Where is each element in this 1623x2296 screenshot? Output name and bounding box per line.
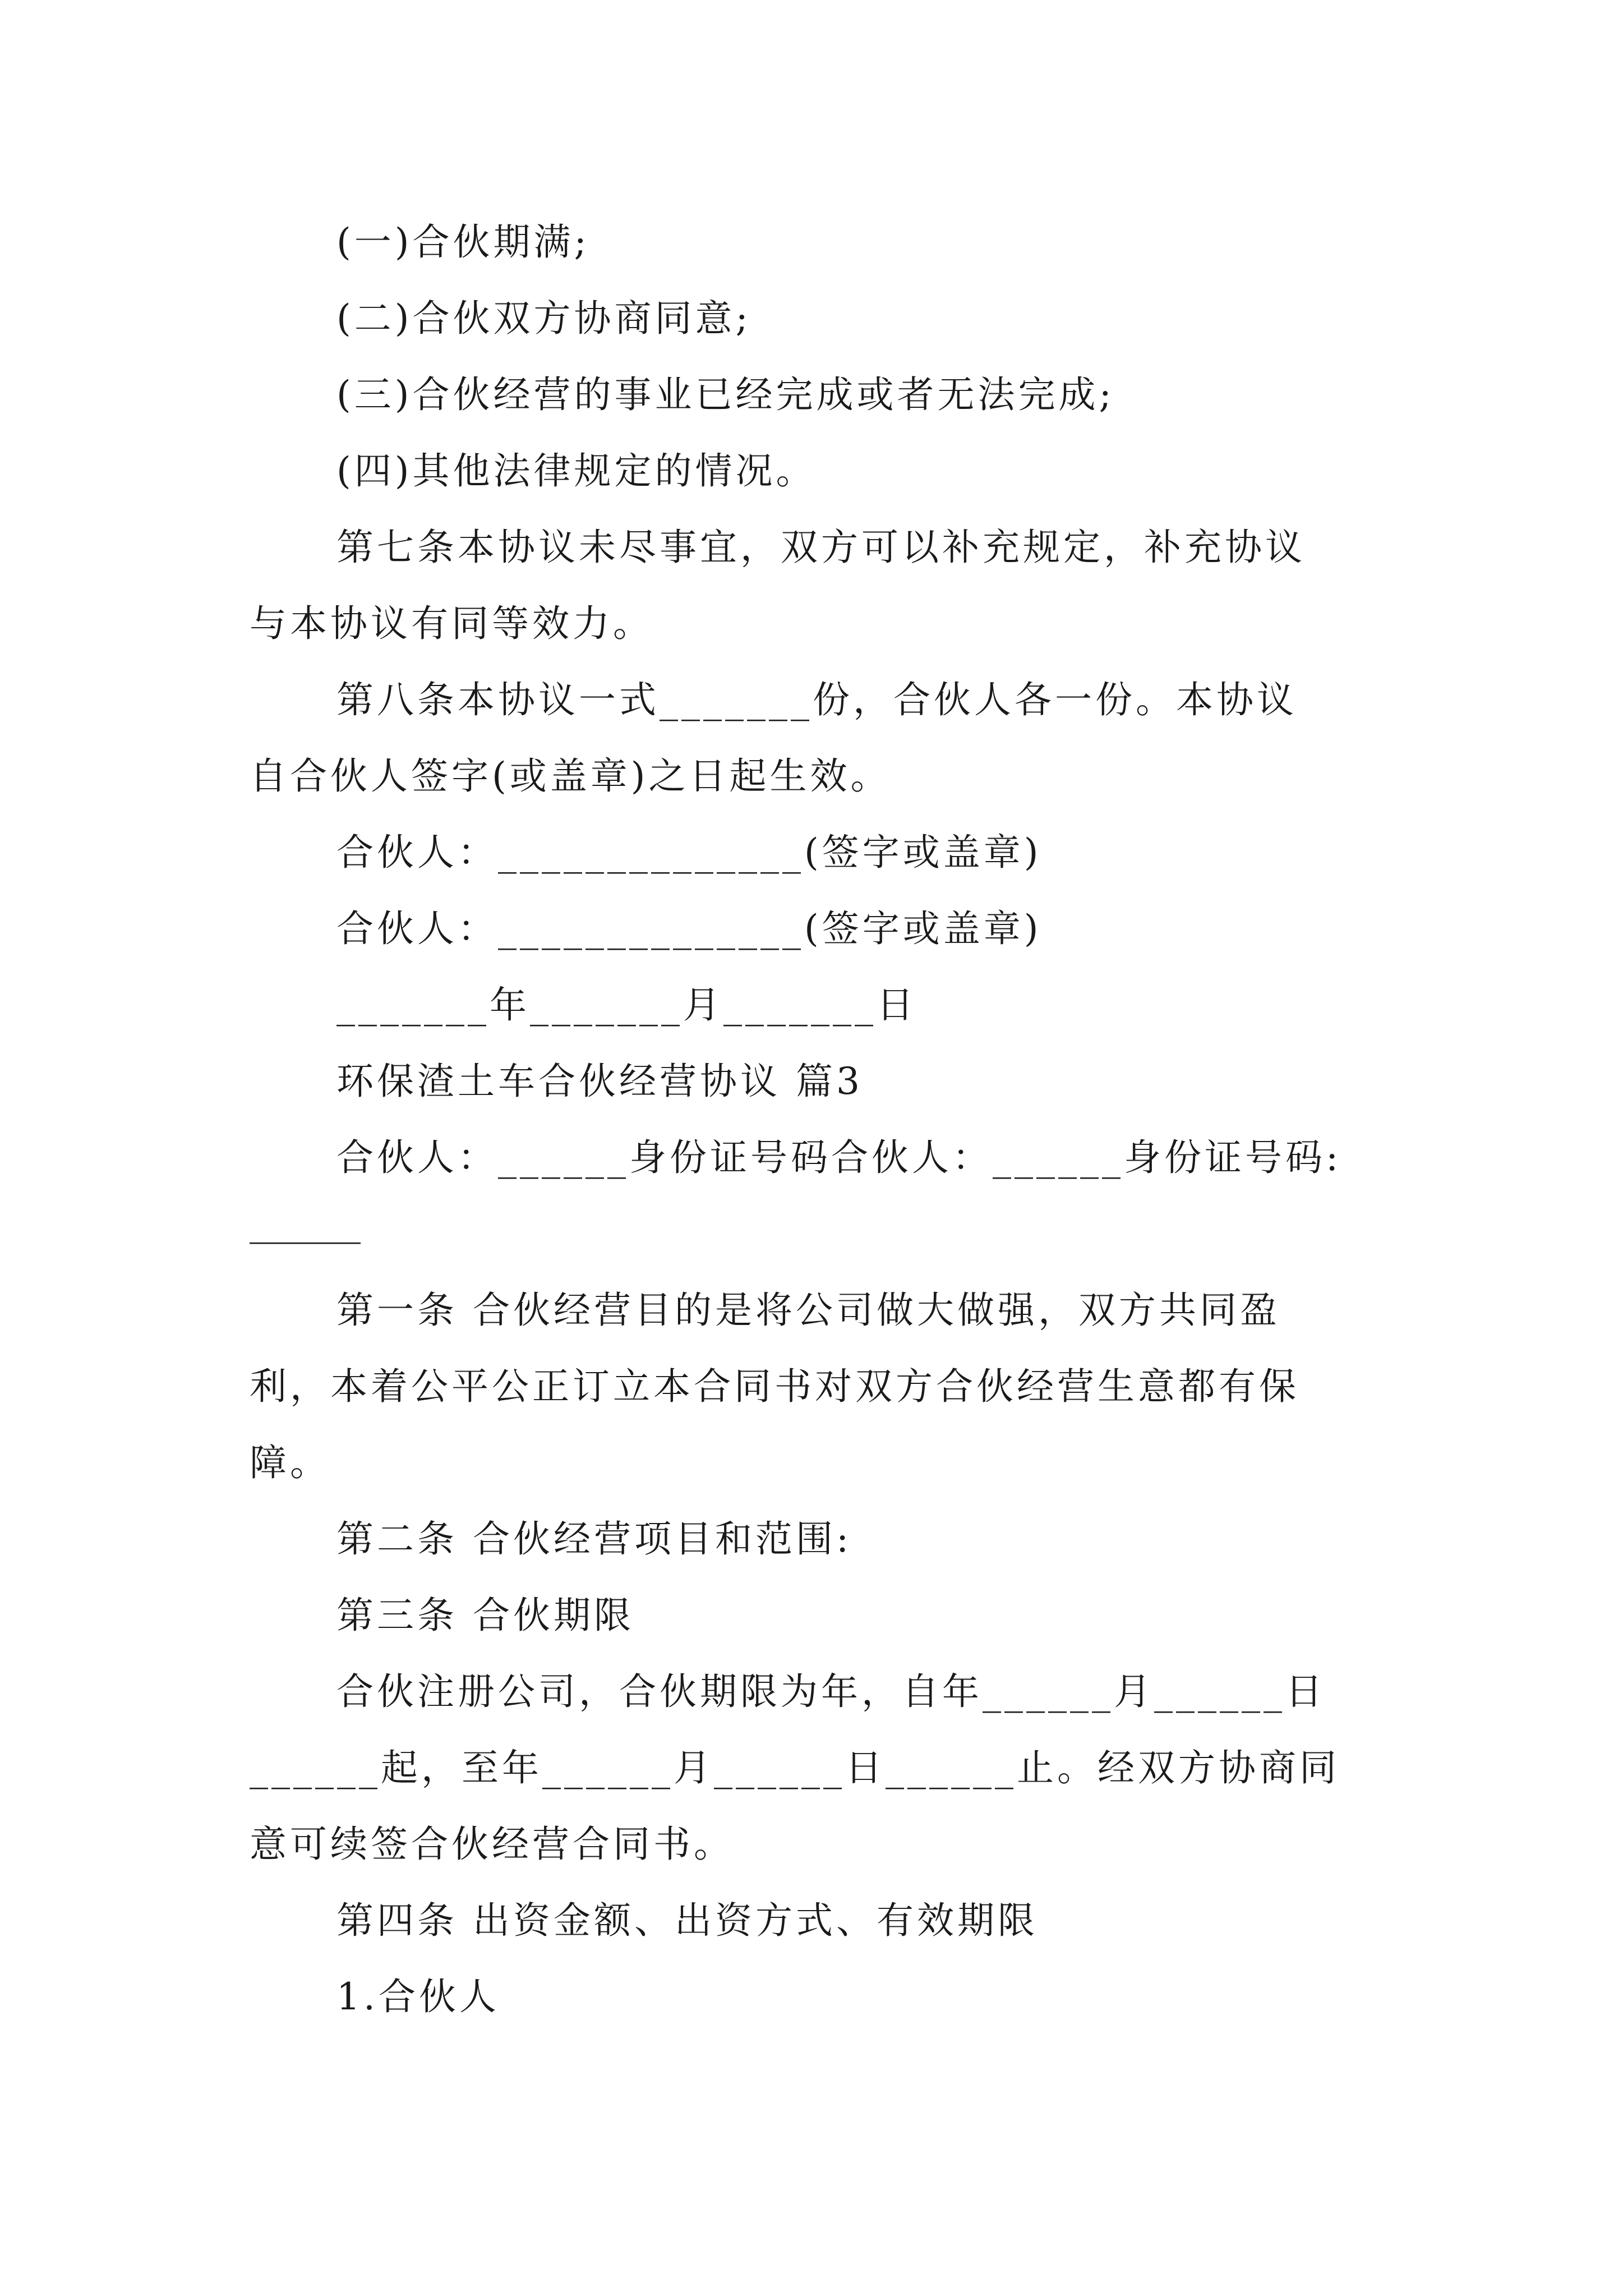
article-4-item-1: 1.合伙人 — [336, 1975, 500, 2018]
clause-item-2: (二)合伙双方协商同意; — [336, 297, 751, 340]
term-line-1: 合伙注册公司，合伙期限为年，自年______月______日 — [336, 1670, 1326, 1713]
article-1-line-2: 利，本着公平公正订立本合同书对双方合伙经营生意都有保 — [250, 1365, 1299, 1408]
article-8-line-1: 第八条本协议一式_______份，合伙人各一份。本协议 — [336, 678, 1297, 721]
signature-line-2: 合伙人：______________(签字或盖章) — [336, 907, 1042, 950]
article-4: 第四条 出资金额、出资方式、有效期限 — [336, 1899, 1038, 1942]
article-1-line-1: 第一条 合伙经营目的是将公司做大做强，双方共同盈 — [336, 1289, 1280, 1332]
article-1-line-3: 障。 — [250, 1441, 330, 1484]
clause-item-4: (四)其他法律规定的情况。 — [336, 449, 817, 493]
partners-line-cont: ______ — [250, 1201, 361, 1244]
term-line-2: ______起，至年______月______日______止。经双方协商同 — [250, 1746, 1340, 1789]
partners-line: 合伙人：______身份证号码合伙人：______身份证号码: — [336, 1136, 1342, 1179]
article-3: 第三条 合伙期限 — [336, 1594, 634, 1637]
signature-line-1: 合伙人：______________(签字或盖章) — [336, 831, 1042, 874]
article-7-line-1: 第七条本协议未尽事宜，双方可以补充规定，补充协议 — [336, 526, 1306, 569]
article-2: 第二条 合伙经营项目和范围: — [336, 1517, 852, 1561]
clause-item-3: (三)合伙经营的事业已经完成或者无法完成; — [336, 373, 1115, 416]
date-line: _______年_______月_______日 — [336, 983, 917, 1027]
article-7-line-2: 与本协议有同等效力。 — [250, 602, 653, 645]
article-8-line-2: 自合伙人签字(或盖章)之日起生效。 — [250, 754, 891, 798]
section-title: 环保渣土车合伙经营协议 篇3 — [336, 1060, 863, 1103]
clause-item-1: (一)合伙期满; — [336, 220, 590, 264]
term-line-3: 意可续签合伙经营合同书。 — [250, 1823, 734, 1866]
